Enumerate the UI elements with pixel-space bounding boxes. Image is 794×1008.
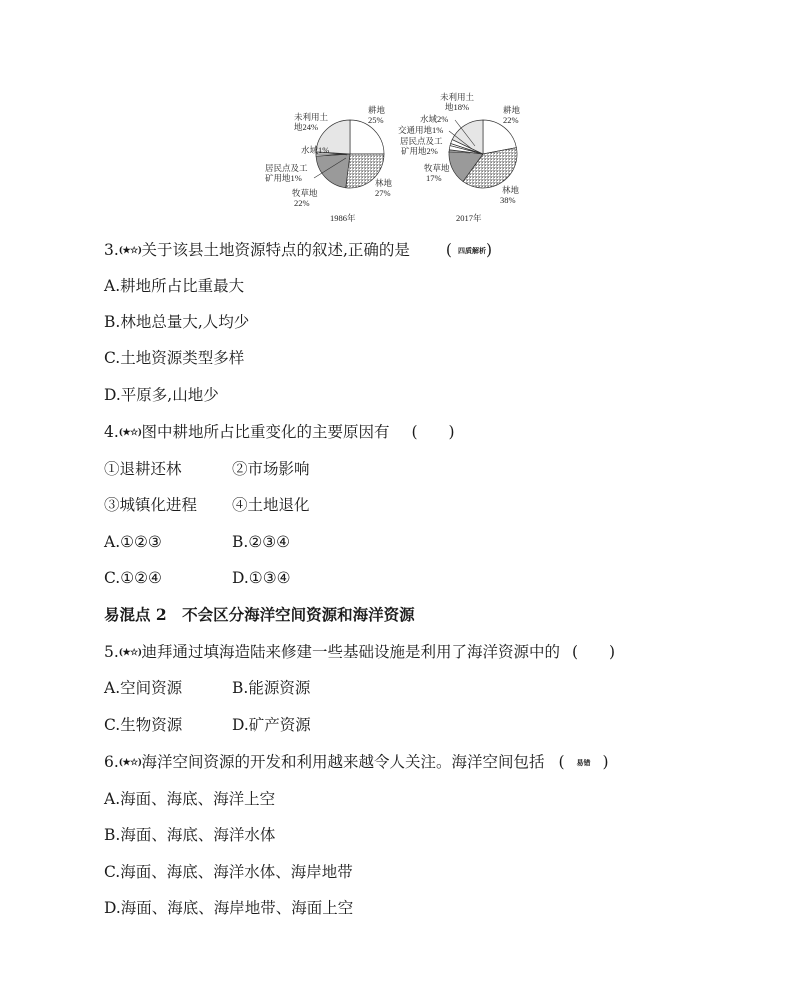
label-2017-pasture-2: 17%	[426, 173, 442, 183]
label-1986-forest-2: 27%	[375, 188, 391, 198]
question-5-text: 迪拜通过填海造陆来修建一些基础设施是利用了海洋资源中的	[141, 643, 560, 661]
q4-item-1: ①退耕还林	[104, 460, 182, 478]
answer-paren-close: )	[602, 753, 609, 771]
label-2017-unused-1: 未利用土	[440, 92, 475, 102]
q3-option-a: A.耕地所占比重最大	[104, 277, 245, 295]
label-2017-forest-1: 林地	[502, 185, 520, 195]
question-6-stem	[104, 752, 609, 773]
q4-item-row-2	[104, 495, 310, 515]
label-2017-unused-2: 地18%	[445, 102, 470, 112]
q5-option-c: C.生物资源	[104, 716, 183, 734]
question-4-text: 图中耕地所占比重变化的主要原因有	[141, 423, 390, 441]
question-3-text: 关于该县土地资源特点的叙述,正确的是	[141, 241, 410, 259]
label-2017-water: 水域2%	[420, 114, 449, 124]
difficulty-badge: (★☆)	[118, 246, 142, 256]
label-1986-residential-2: 矿用地1%	[265, 173, 302, 183]
label-1986-pasture-1: 牧草地	[292, 188, 318, 198]
answer-paren: ( )	[411, 423, 455, 441]
question-4-stem	[104, 422, 455, 443]
pie-slice-pie1986-2	[316, 154, 350, 188]
q4-item-4: ④土地退化	[232, 496, 310, 514]
q3-option-b: B.林地总量大,人均少	[104, 313, 250, 331]
answer-paren-close: )	[485, 241, 493, 259]
label-2017-residential-2: 矿用地2%	[401, 146, 438, 156]
q5-option-row-1	[104, 678, 311, 698]
q3-option-c: C.土地资源类型多样	[104, 349, 245, 367]
q6-option-d: D.海面、海底、海岸地带、海面上空	[104, 899, 354, 917]
label-2017-pasture-1: 牧草地	[424, 163, 450, 173]
q4-item-3: ③城镇化进程	[104, 496, 198, 514]
label-1986-arable-1: 耕地	[368, 105, 386, 115]
section-heading: 易混点 2 不会区分海洋空间资源和海洋资源	[104, 605, 415, 624]
q4-option-row-2	[104, 568, 291, 588]
analysis-tag: 四质解析	[457, 246, 486, 255]
answer-paren: ( )	[571, 643, 616, 661]
difficulty-badge: (★☆)	[118, 428, 142, 438]
q5-option-row-2	[104, 715, 311, 735]
label-1986-pasture-2: 22%	[294, 198, 310, 208]
q4-item-2: ②市场影响	[232, 460, 310, 478]
question-6-number: 6.	[104, 753, 119, 771]
q3-option-d: D.平原多,山地少	[104, 386, 219, 404]
difficulty-badge: (★☆)	[118, 758, 142, 768]
label-2017-transport: 交通用地1%	[398, 125, 444, 135]
label-2017-residential-1: 居民点及工	[400, 136, 443, 146]
q4-option-a: A.①②③	[104, 533, 162, 551]
q5-option-d: D.矿产资源	[232, 716, 311, 734]
q4-option-d: D.①③④	[232, 569, 291, 587]
answer-paren-open: (	[558, 753, 565, 771]
error-prone-tag: 易错	[576, 758, 591, 767]
land-use-pie-figure	[250, 86, 530, 226]
label-1986-unused-1: 未利用土	[294, 112, 329, 122]
label-1986-residential-1: 居民点及工	[265, 163, 308, 173]
q6-option-a: A.海面、海底、海洋上空	[104, 790, 276, 808]
label-2017-arable-2: 22%	[503, 115, 519, 125]
q4-option-c: C.①②④	[104, 569, 162, 587]
label-1986-unused-2: 地24%	[294, 122, 319, 132]
label-1986-water: 水域1%	[301, 145, 330, 155]
question-3-stem	[104, 240, 492, 261]
label-2017-arable-1: 耕地	[503, 105, 521, 115]
question-4-number: 4.	[104, 423, 119, 441]
year-2017: 2017年	[456, 213, 482, 223]
pie-slice-pie1986-0	[350, 120, 384, 154]
q5-option-b: B.能源资源	[232, 679, 311, 697]
label-1986-forest-1: 林地	[375, 178, 393, 188]
difficulty-badge: (★☆)	[118, 648, 142, 658]
label-1986-arable-2: 25%	[368, 115, 384, 125]
q4-option-row-1	[104, 532, 291, 552]
year-1986: 1986年	[330, 213, 356, 223]
question-3-number: 3.	[104, 241, 119, 259]
question-6-text: 海洋空间资源的开发和利用越来越令人关注。海洋空间包括	[141, 753, 545, 771]
q4-item-row-1	[104, 459, 310, 479]
q6-option-b: B.海面、海底、海洋水体	[104, 826, 276, 844]
answer-paren-open: (	[445, 241, 452, 259]
q6-option-c: C.海面、海底、海洋水体、海岸地带	[104, 863, 353, 881]
question-5-number: 5.	[104, 643, 119, 661]
question-5-stem	[104, 642, 615, 663]
pie-chart-2017	[449, 120, 517, 188]
q5-option-a: A.空间资源	[104, 679, 183, 697]
label-2017-forest-2: 38%	[500, 195, 516, 205]
q4-option-b: B.②③④	[232, 533, 291, 551]
